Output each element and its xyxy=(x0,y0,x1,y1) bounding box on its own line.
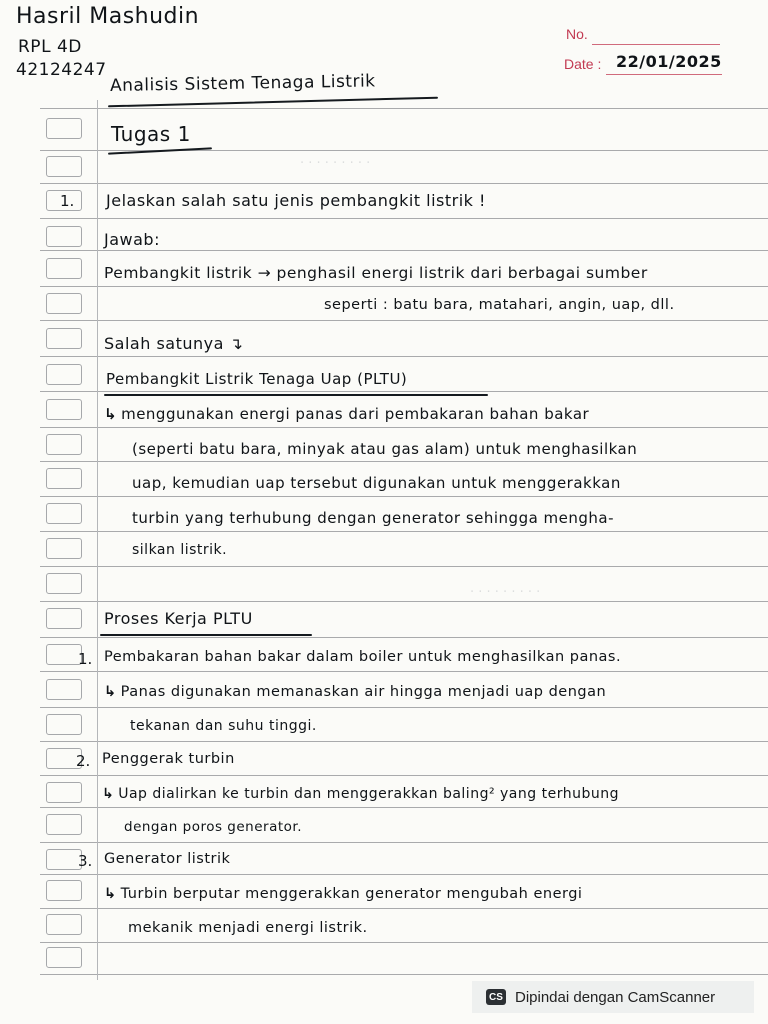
title-underline xyxy=(108,97,438,108)
row-checkbox xyxy=(46,118,82,139)
definition-line-1: Pembangkit listrik → penghasil energi listrik dari berbagai sumber xyxy=(104,264,648,282)
row-checkbox xyxy=(46,156,82,177)
step-2-detail-1 xyxy=(102,786,619,802)
question-text: Jelaskan salah satu jenis pembangkit listrik ! xyxy=(106,191,486,210)
camscanner-logo-icon: CS xyxy=(486,989,506,1005)
ruled-line xyxy=(40,250,768,251)
pltu-heading: Pembangkit Listrik Tenaga Uap (PLTU) xyxy=(106,370,408,388)
answer-label: Jawab: xyxy=(104,230,160,249)
ruled-line xyxy=(40,566,768,567)
camscanner-text: Dipindai dengan CamScanner xyxy=(515,988,716,1006)
ruled-line xyxy=(40,391,768,392)
step-1-number: 1. xyxy=(78,650,93,668)
subject-title: Analisis Sistem Tenaga Listrik xyxy=(109,71,376,96)
step-3-title: Generator listrik xyxy=(104,851,231,867)
step-2-number: 2. xyxy=(76,752,91,770)
student-class: RPL 4D xyxy=(18,37,82,57)
date-label: Date : xyxy=(564,56,602,72)
step-detail-text: Turbin berputar menggerakkan generator mengubah energi xyxy=(120,886,583,902)
pltu-heading-underline xyxy=(104,394,488,396)
margin-line xyxy=(97,100,98,980)
ruled-line xyxy=(40,461,768,462)
row-checkbox xyxy=(46,644,82,665)
row-checkbox xyxy=(46,714,82,735)
ruled-line xyxy=(40,356,768,357)
row-checkbox xyxy=(46,434,82,455)
step-1-detail-2: tekanan dan suhu tinggi. xyxy=(130,718,317,734)
step-3-detail-2: mekanik menjadi energi listrik. xyxy=(128,920,368,936)
no-label: No. xyxy=(566,26,588,42)
student-name: Hasril Mashudin xyxy=(16,4,200,29)
ruled-line xyxy=(40,741,768,742)
show-through-mark: · · · · · · · · · xyxy=(470,585,541,600)
ruled-line xyxy=(40,671,768,672)
camscanner-watermark xyxy=(472,981,754,1013)
one-of-them-label: Salah satunya ↴ xyxy=(104,334,244,353)
no-underline xyxy=(592,44,720,45)
row-checkbox xyxy=(46,608,82,629)
row-checkbox xyxy=(46,947,82,968)
pltu-line-2: (seperti batu bara, minyak atau gas alam) untuk menghasilkan xyxy=(132,440,638,458)
step-1-detail-1 xyxy=(104,684,606,700)
ruled-line xyxy=(40,427,768,428)
step-detail-text: Panas digunakan memanaskan air hingga menjadi uap dengan xyxy=(120,684,607,700)
step-1-title: Pembakaran bahan bakar dalam boiler untuk menghasilkan panas. xyxy=(104,649,622,665)
step-3-detail-1 xyxy=(104,886,582,902)
row-checkbox xyxy=(46,573,82,594)
row-checkbox xyxy=(46,503,82,524)
row-checkbox xyxy=(46,328,82,349)
ruled-line xyxy=(40,108,768,109)
row-checkbox xyxy=(46,399,82,420)
row-checkbox xyxy=(46,226,82,247)
ruled-line xyxy=(40,531,768,532)
step-2-detail-2: dengan poros generator. xyxy=(124,819,303,835)
row-checkbox xyxy=(46,364,82,385)
process-heading-underline xyxy=(100,634,312,636)
pltu-line-3: uap, kemudian uap tersebut digunakan untuk menggerakkan xyxy=(132,474,621,492)
ruled-line xyxy=(40,601,768,602)
row-checkbox xyxy=(46,538,82,559)
row-checkbox xyxy=(46,914,82,935)
date-underline xyxy=(606,74,722,75)
row-checkbox xyxy=(46,782,82,803)
ruled-line xyxy=(40,842,768,843)
ruled-line xyxy=(40,218,768,219)
assignment-underline xyxy=(108,147,212,154)
row-checkbox xyxy=(46,679,82,700)
row-checkbox xyxy=(46,468,82,489)
arrow-mark-icon: ↳ xyxy=(104,405,118,423)
ruled-line xyxy=(40,707,768,708)
question-number: 1. xyxy=(60,192,75,210)
ruled-line xyxy=(40,775,768,776)
ruled-line xyxy=(40,637,768,638)
step-2-title: Penggerak turbin xyxy=(102,751,235,767)
row-checkbox xyxy=(46,880,82,901)
ruled-line xyxy=(40,807,768,808)
process-heading: Proses Kerja PLTU xyxy=(104,609,253,628)
row-checkbox xyxy=(46,258,82,279)
assignment-title: Tugas 1 xyxy=(111,122,191,146)
show-through-mark: · · · · · · · · · xyxy=(300,156,371,171)
definition-line-2: seperti : batu bara, matahari, angin, uap, dll. xyxy=(324,297,675,313)
ruled-line xyxy=(40,974,768,975)
ruled-line xyxy=(40,942,768,943)
date-value: 22/01/2025 xyxy=(616,52,722,71)
row-checkbox xyxy=(46,814,82,835)
arrow-mark-icon: ↳ xyxy=(104,886,117,902)
student-id: 42124247 xyxy=(16,60,107,80)
pltu-line-4: turbin yang terhubung dengan generator sehingga mengha- xyxy=(132,509,615,527)
ruled-line xyxy=(40,183,768,184)
ruled-line xyxy=(40,320,768,321)
ruled-line xyxy=(40,286,768,287)
ruled-line xyxy=(40,874,768,875)
step-detail-text: Uap dialirkan ke turbin dan menggerakkan baling² yang terhubung xyxy=(118,786,619,802)
arrow-mark-icon: ↳ xyxy=(104,684,117,700)
arrow-mark-icon: ↳ xyxy=(102,786,115,802)
row-checkbox xyxy=(46,293,82,314)
pltu-line-text: menggunakan energi panas dari pembakaran bahan bakar xyxy=(121,405,590,423)
pltu-line-5: silkan listrik. xyxy=(132,542,228,558)
ruled-line xyxy=(40,908,768,909)
row-checkbox xyxy=(46,849,82,870)
pltu-line-1 xyxy=(104,405,589,423)
step-3-number: 3. xyxy=(78,852,93,870)
ruled-line xyxy=(40,496,768,497)
